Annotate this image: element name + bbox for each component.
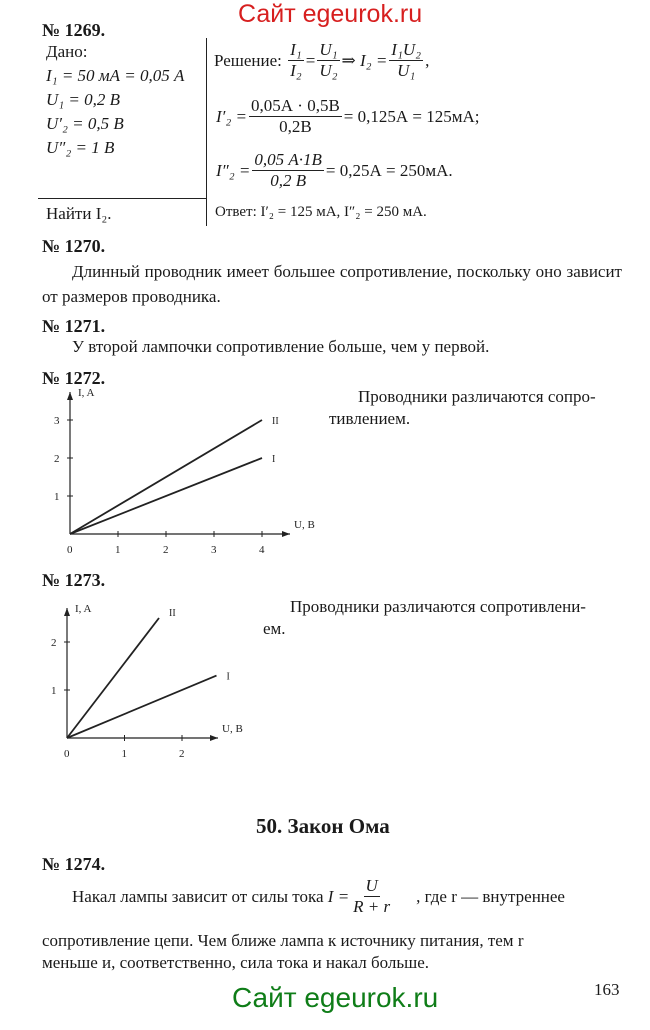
series-label-I: I (272, 454, 276, 465)
series-label-I: I (226, 671, 230, 683)
answer-text-1273-line2: ем. (263, 619, 286, 638)
series-line-II (70, 420, 262, 534)
solution-label: Решение: (214, 50, 282, 70)
x-axis-arrow (282, 531, 290, 537)
arrow-expression: ⇒ I₂ = (341, 50, 388, 70)
answer-text-1272-line2: тивлением. (329, 409, 411, 428)
given-item: I₁ = 50 мА = 0,05 А (46, 66, 185, 85)
x-tick-label: 1 (121, 748, 127, 760)
given-item: U″₂ = 1 В (46, 138, 115, 157)
x-tick-label: 2 (163, 544, 169, 556)
y-tick-label: 3 (54, 415, 60, 427)
fraction: $\frac{0,05 А\cdot 1В}{0,2 В}$ (254, 150, 322, 190)
answer-text-1272-line1: Проводники различаются сопро- (358, 387, 596, 406)
text: , где r — внутреннее (416, 886, 565, 906)
watermark-top[interactable]: Сайт egeurok.ru (238, 0, 423, 28)
chart-1273 (40, 588, 280, 768)
solution-line-2 (216, 96, 480, 137)
rhs: = 0,125А = 125мА; (343, 106, 480, 126)
y-axis-label: I, A (75, 603, 92, 615)
y-tick-label: 1 (51, 685, 57, 697)
series-line-I (67, 676, 217, 738)
y-axis-label: I, A (78, 387, 95, 399)
lhs: I′₂ = (216, 106, 248, 126)
given-divider (38, 198, 206, 199)
y-tick-label: 2 (54, 453, 60, 465)
problem-number-1272: № 1272. (42, 368, 106, 388)
problem-number-1271: № 1271. (42, 316, 106, 336)
page-number: 163 (594, 980, 620, 999)
answer: Ответ: I′₂ = 125 мА, I″₂ = 250 мА. (215, 204, 427, 220)
x-tick-label: 3 (211, 544, 217, 556)
chart-1272 (40, 382, 330, 562)
y-tick-label: 2 (51, 637, 57, 649)
y-tick-label: 1 (54, 491, 60, 503)
series-label-II: II (169, 608, 176, 619)
x-tick-label: 0 (64, 748, 70, 760)
x-axis-label: U, В (222, 723, 243, 735)
x-tick-label: 2 (179, 748, 185, 760)
x-axis-label: U, В (294, 519, 315, 531)
solution-line-1: Решение: $\frac{\text{I₁}}{\text{I₂}}$ = $\frac{\text{U₁}}{\text{U₂}}$ ⇒ I₂ = $\frac{\text{I₁U₂}}{\text{U₁}}$ , (214, 40, 430, 80)
answer-text-1273-line1: Проводники различаются сопротивлени- (290, 597, 586, 616)
series-line-I (70, 458, 262, 534)
x-tick-label: 4 (259, 544, 265, 556)
find-label: Найти I₂. (46, 204, 112, 223)
x-tick-label: 0 (67, 544, 73, 556)
section-title: 50. Закон Ома (256, 814, 390, 838)
solution-line-3 (216, 150, 453, 191)
given-label: Дано: (46, 42, 88, 61)
fraction: $\frac{\text{U₁}}{\text{U₂}}$ (319, 40, 338, 80)
y-axis-arrow (67, 392, 73, 400)
answer-line-1274-2: сопротивление цепи. Чем ближе лампа к источнику питания, тем r (42, 931, 524, 950)
series-line-II (67, 618, 159, 738)
x-axis-arrow (210, 735, 218, 741)
solution-divider (206, 38, 207, 226)
lhs: I″₂ = (216, 160, 251, 180)
fraction: $\frac{\text{I₁U₂}}{\text{U₁}}$ (391, 40, 422, 80)
problem-number-1269: № 1269. (42, 20, 106, 40)
answer-line-1274-3: меньше и, соответственно, сила тока и накал больше. (42, 953, 430, 972)
problem-number-1274: № 1274. (42, 854, 106, 874)
fraction: $\frac{U}{R + r}$ (353, 876, 391, 916)
fraction: $\frac{0,05А \cdot 0,5В}{0,2В}$ (251, 96, 340, 136)
problem-number-1270: № 1270. (42, 236, 106, 256)
problem-number-1273: № 1273. (42, 570, 106, 590)
answer-text-1271: У второй лампочки сопротивление больше, чем у первой. (72, 337, 490, 356)
x-tick-label: 1 (115, 544, 121, 556)
answer-text-1270: Длинный проводник имеет большее сопротивление, поскольку оно зависит от размеров проводника. (42, 262, 622, 306)
answer-line-1274-1 (72, 876, 565, 917)
text: Накал лампы зависит от силы тока (72, 886, 324, 906)
formula-lhs: I = (327, 886, 350, 906)
watermark-bottom[interactable]: Сайт egeurok.ru (232, 982, 439, 1013)
given-item: U₁ = 0,2 В (46, 90, 121, 109)
y-axis-arrow (64, 608, 70, 616)
series-label-II: II (272, 416, 279, 427)
fraction: $\frac{\text{I₁}}{\text{I₂}}$ (290, 40, 302, 80)
given-block (46, 40, 184, 160)
rhs: = 0,25А = 250мА. (325, 160, 453, 180)
given-item: U′₂ = 0,5 В (46, 114, 124, 133)
